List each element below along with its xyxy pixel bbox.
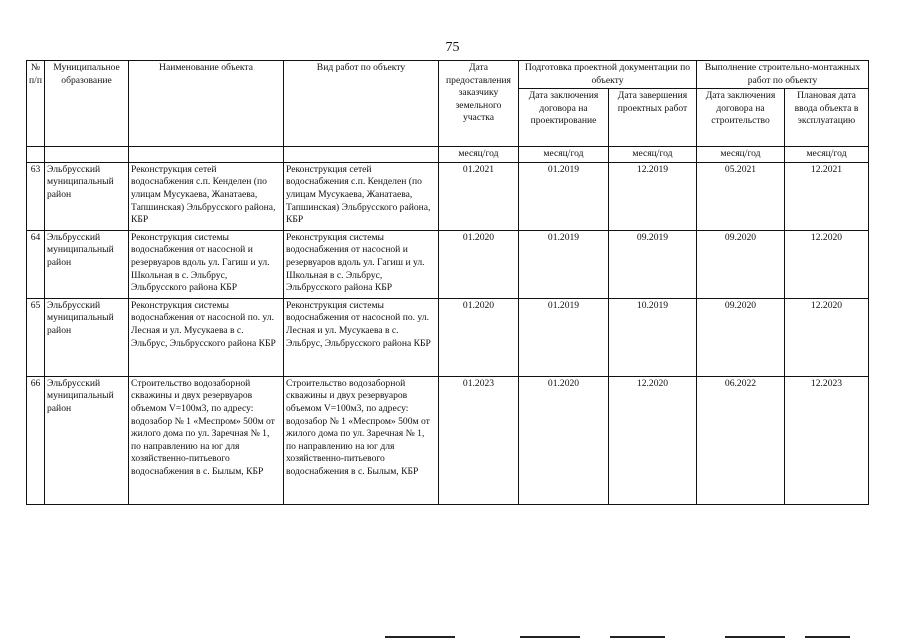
row-municipality: Эльбрусский муниципальный район [45, 230, 129, 298]
table-row [27, 162, 869, 230]
header-design-contract: Дата заключения договора на проектирование [519, 89, 609, 147]
row-work-type: Строительство водозаборной скважины и двух резервуаров объемом V=100м3, по адресу: водозабор № 1 «Меспром» 500м от жилого дома по ул. Заречная № 1, по направлению на юг для хозяйственно-питьевого водоснабжения в с. Былым, КБР [284, 376, 439, 504]
header-construction-contract: Дата заключения договора на строительство [697, 89, 785, 147]
header-design-end: Дата завершения проектных работ [609, 89, 697, 147]
row-municipality: Эльбрусский муниципальный район [45, 162, 129, 230]
row-land-date: 01.2020 [439, 230, 519, 298]
row-commission-date: 12.2020 [785, 298, 869, 376]
header-num: № п/п [27, 61, 45, 147]
unit-cell-work [284, 147, 439, 163]
row-work-type: Реконструкция системы водоснабжения от насосной и резервуаров вдоль ул. Гагиш и ул. Школьная в с. Эльбрус, Эльбрусского района КБР [284, 230, 439, 298]
header-commission-date: Плановая дата ввода объекта в эксплуатацию [785, 89, 869, 147]
table-row [27, 376, 869, 504]
row-num: 64 [27, 230, 45, 298]
row-object-name: Реконструкция сетей водоснабжения с.п. Кенделен (по улицам Мусукаева, Жанатаева, Тапшинская) Эльбрусского района, КБР [129, 162, 284, 230]
row-construction-contract: 09.2020 [697, 298, 785, 376]
table-row [27, 230, 869, 298]
row-construction-contract: 06.2022 [697, 376, 785, 504]
row-work-type: Реконструкция системы водоснабжения от насосной по. ул. Лесная и ул. Мусукаева в с. Эльбрус, Эльбрусского района КБР [284, 298, 439, 376]
row-design-end: 09.2019 [609, 230, 697, 298]
row-design-end: 10.2019 [609, 298, 697, 376]
header-land-date: Дата предоставления заказчику земельного участка [439, 61, 519, 147]
row-municipality: Эльбрусский муниципальный район [45, 376, 129, 504]
unit-cell-num [27, 147, 45, 163]
row-commission-date: 12.2023 [785, 376, 869, 504]
header-object-name: Наименование объекта [129, 61, 284, 147]
scan-mark [385, 636, 455, 638]
header-construction-group: Выполнение строительно-монтажных работ по объекту [697, 61, 869, 89]
row-land-date: 01.2020 [439, 298, 519, 376]
scan-mark [610, 636, 665, 638]
table-row [27, 298, 869, 376]
row-municipality: Эльбрусский муниципальный район [45, 298, 129, 376]
unit-label: месяц/год [519, 147, 609, 163]
row-work-type: Реконструкция сетей водоснабжения с.п. Кенделен (по улицам Мусукаева, Жанатаева, Тапшинская) Эльбрусского района, КБР [284, 162, 439, 230]
header-municipality: Муниципальное образование [45, 61, 129, 147]
row-design-contract: 01.2019 [519, 162, 609, 230]
row-object-name: Реконструкция системы водоснабжения от насосной по. ул. Лесная и ул. Мусукаева в с. Эльбрус, Эльбрусского района КБР [129, 298, 284, 376]
row-design-end: 12.2020 [609, 376, 697, 504]
unit-label: месяц/год [785, 147, 869, 163]
unit-cell-municipality [45, 147, 129, 163]
scan-artifact-marks [0, 630, 905, 640]
row-object-name: Строительство водозаборной скважины и двух резервуаров объемом V=100м3, по адресу: водозабор № 1 «Меспром» 500м от жилого дома по ул. Заречная № 1, по направлению на юг для хозяйственно-питьевого водоснабжения в с. Былым, КБР [129, 376, 284, 504]
row-land-date: 01.2023 [439, 376, 519, 504]
scan-mark [805, 636, 850, 638]
row-num: 66 [27, 376, 45, 504]
header-work-type: Вид работ по объекту [284, 61, 439, 147]
unit-cell-object [129, 147, 284, 163]
row-num: 65 [27, 298, 45, 376]
row-design-end: 12.2019 [609, 162, 697, 230]
row-object-name: Реконструкция системы водоснабжения от насосной и резервуаров вдоль ул. Гагиш и ул. Школьная в с. Эльбрус, Эльбрусского района КБР [129, 230, 284, 298]
row-commission-date: 12.2020 [785, 230, 869, 298]
page-number: 75 [445, 40, 460, 55]
row-num: 63 [27, 162, 45, 230]
unit-label: месяц/год [609, 147, 697, 163]
row-commission-date: 12.2021 [785, 162, 869, 230]
row-land-date: 01.2021 [439, 162, 519, 230]
unit-label: месяц/год [439, 147, 519, 163]
row-construction-contract: 09.2020 [697, 230, 785, 298]
construction-schedule-table [26, 60, 869, 505]
scan-mark [725, 636, 785, 638]
header-design-group: Подготовка проектной документации по объекту [519, 61, 697, 89]
row-design-contract: 01.2019 [519, 230, 609, 298]
row-design-contract: 01.2019 [519, 298, 609, 376]
row-design-contract: 01.2020 [519, 376, 609, 504]
row-construction-contract: 05.2021 [697, 162, 785, 230]
scan-mark [520, 636, 580, 638]
unit-label: месяц/год [697, 147, 785, 163]
